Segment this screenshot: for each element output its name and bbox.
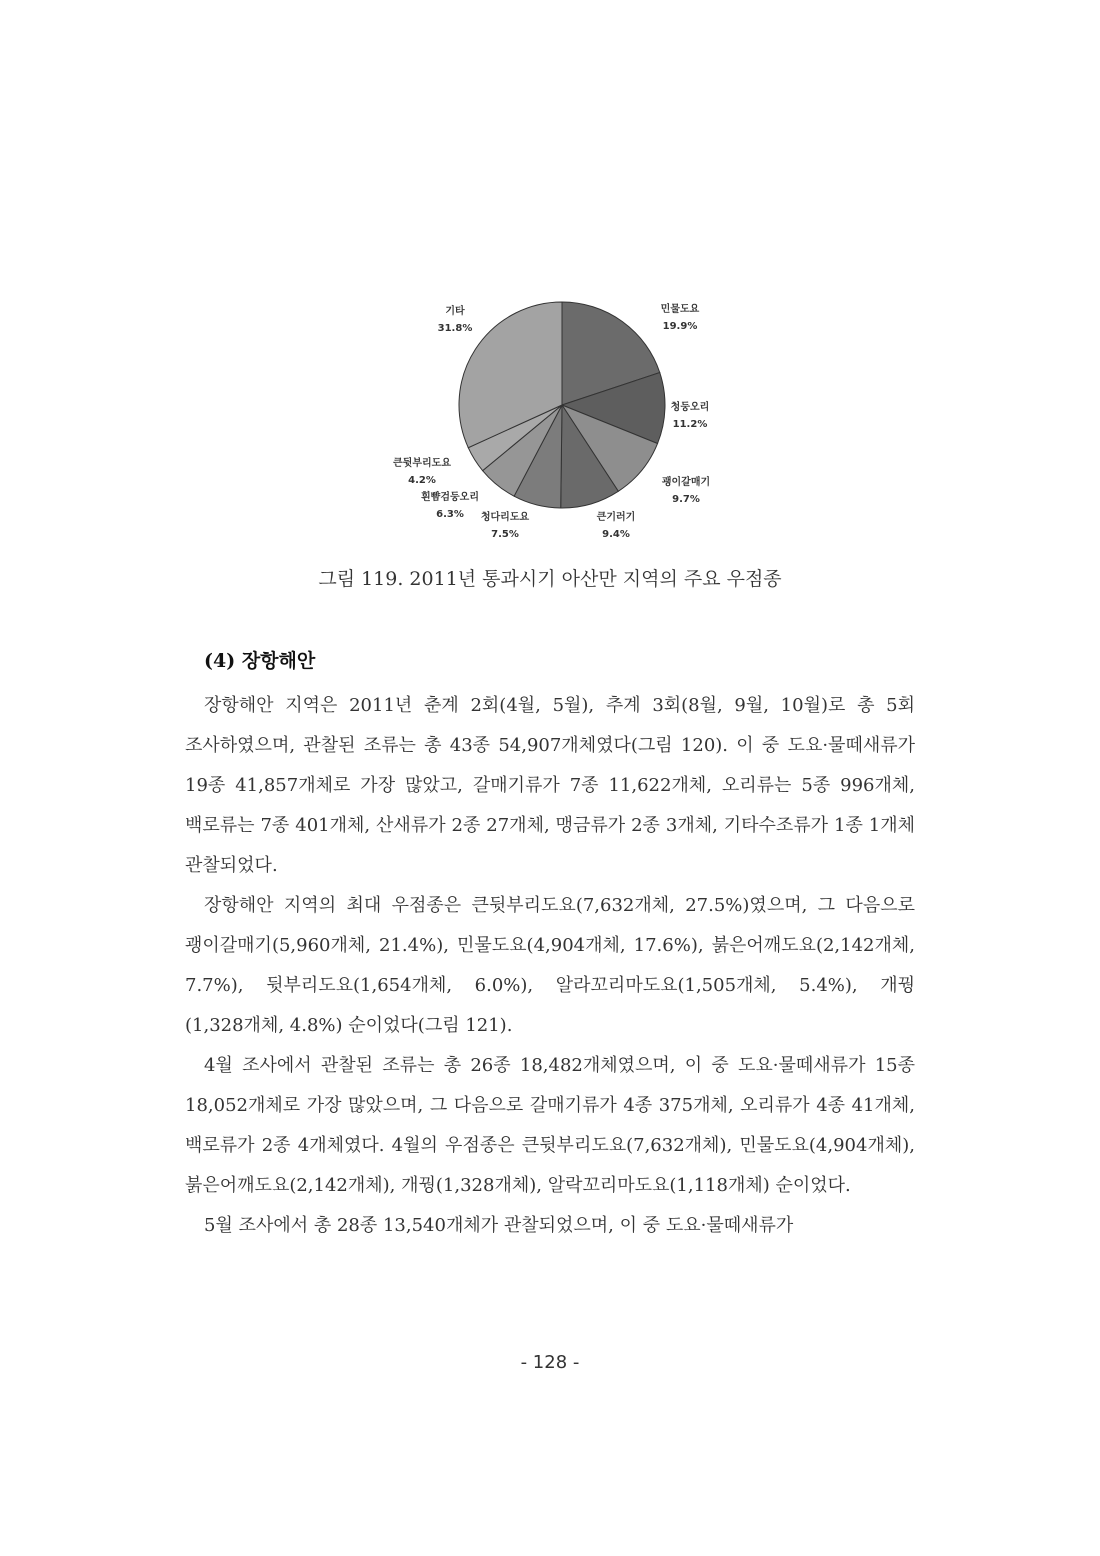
- page-number: - 128 -: [520, 1352, 580, 1373]
- slice-name-label: 괭이갈매기: [661, 477, 711, 488]
- paragraph-1: 장항해안 지역은 2011년 춘계 2회(4월, 5월), 추계 3회(8월, 9월, 10월)로 총 5회 조사하였으며, 관찰된 조류는 총 43종 54,907개체였다(그림 120). 이 중 도요·물떼새류가 19종 41,857개체로 가장 많았고, 갈매기류가 7종 11,622개체, 오리류는 5종 996개체, 백로류는 7종 401개체, 산새류가 2종 27개체, 맹금류가 2종 3개체, 기타수조류가 1종 1개체 관찰되었다.: [185, 695, 915, 876]
- slice-value-label: 31.8%: [437, 323, 473, 334]
- section-heading: (4) 장항해안: [204, 650, 316, 672]
- body-text: [185, 686, 915, 1246]
- slice-value-label: 19.9%: [662, 321, 698, 332]
- slice-value-label: 9.7%: [672, 494, 700, 505]
- slice-name-label: 흰뺨검둥오리: [421, 492, 479, 503]
- paragraph-3: 4월 조사에서 관찰된 조류는 총 26종 18,482개체였으며, 이 중 도요·물떼새류가 15종 18,052개체로 가장 많았으며, 그 다음으로 갈매기류가 4종 375개체, 오리류가 4종 41개체, 백로류가 2종 4개체였다. 4월의 우점종은 큰뒷부리도요(7,632개체), 민물도요(4,904개체), 붉은어깨도요(2,142개체), 개꿩(1,328개체), 알락꼬리마도요(1,118개체) 순이었다.: [185, 1055, 915, 1196]
- slice-name-label: 기타: [445, 306, 465, 317]
- slice-value-label: 9.4%: [602, 529, 630, 540]
- paragraph-2: 장항해안 지역의 최대 우점종은 큰뒷부리도요(7,632개체, 27.5%)였으며, 그 다음으로 괭이갈매기(5,960개체, 21.4%), 민물도요(4,904개체, 17.6%), 붉은어깨도요(2,142개체, 7.7%), 뒷부리도요(1,654개체, 6.0%), 알라꼬리마도요(1,505개체, 5.4%), 개꿩(1,328개체, 4.8%) 순이었다(그림 121).: [185, 895, 915, 1036]
- slice-value-label: 4.2%: [408, 475, 436, 486]
- slice-value-label: 6.3%: [436, 509, 464, 520]
- slice-name-label: 큰기러기: [596, 512, 636, 523]
- slice-name-label: 민물도요: [660, 304, 700, 315]
- pie-chart: [0, 0, 1100, 560]
- paragraph-4: 5월 조사에서 총 28종 13,540개체가 관찰되었으며, 이 중 도요·물떼새류가: [204, 1215, 794, 1236]
- slice-name-label: 청둥오리: [670, 402, 710, 413]
- slice-name-label: 청다리도요: [480, 512, 530, 523]
- slice-value-label: 7.5%: [491, 529, 519, 540]
- slice-value-label: 11.2%: [672, 419, 708, 430]
- figure-caption: 그림 119. 2011년 통과시기 아산만 지역의 주요 우점종: [318, 568, 782, 590]
- slice-name-label: 큰뒷부리도요: [393, 458, 451, 469]
